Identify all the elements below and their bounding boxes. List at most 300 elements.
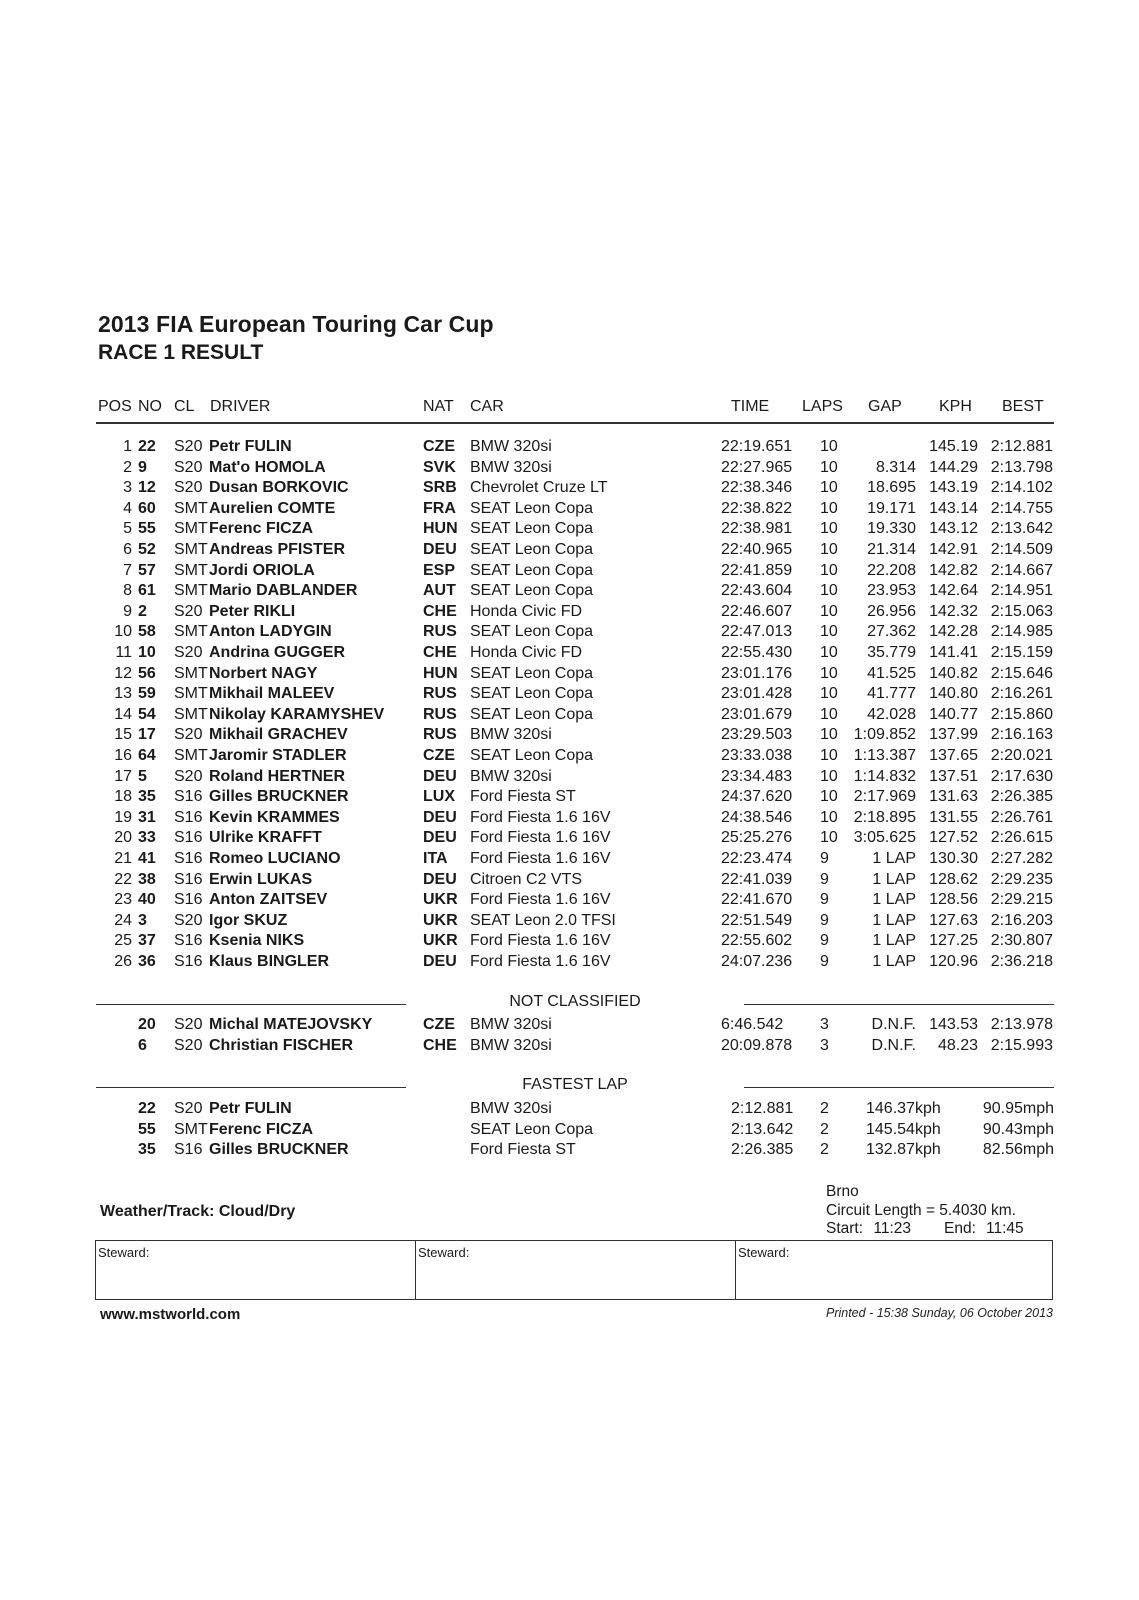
not-classified-no: 20	[138, 1016, 156, 1033]
result-kph: 131.63	[929, 788, 978, 806]
header-rule	[96, 422, 1054, 424]
result-nat: CHE	[423, 644, 457, 661]
result-time: 22:55.430	[721, 644, 793, 661]
result-driver: Klaus BINGLER	[209, 953, 330, 970]
result-kph: 143.19	[929, 479, 978, 497]
result-time: 22:23.474	[721, 850, 793, 867]
result-nat: AUT	[423, 582, 456, 600]
result-pos: 4	[123, 499, 132, 517]
result-nat: RUS	[423, 726, 457, 744]
result-best: 2:12.881	[990, 438, 1053, 455]
result-nat: RUS	[423, 685, 457, 703]
result-cl: SMT	[174, 541, 208, 558]
result-laps: 10	[820, 458, 838, 476]
result-best: 2:16.261	[990, 685, 1053, 703]
not-classified-rule-left	[96, 1004, 406, 1005]
result-nat: DEU	[423, 767, 457, 785]
result-cl: S16	[174, 808, 203, 826]
result-kph: 128.56	[929, 891, 978, 909]
col-header-pos: POS	[98, 398, 132, 415]
result-car: Ford Fiesta 1.6 16V	[470, 808, 611, 826]
result-no: 64	[138, 747, 156, 764]
result-laps: 9	[820, 891, 829, 909]
result-no: 37	[138, 932, 156, 950]
result-nat: DEU	[423, 541, 457, 558]
result-gap: 19.171	[867, 499, 916, 517]
not-classified-car: BMW 320si	[470, 1036, 552, 1054]
result-best: 2:29.235	[990, 870, 1053, 888]
result-pos: 9	[123, 602, 132, 620]
result-pos: 1	[123, 438, 132, 455]
result-nat: HUN	[423, 520, 458, 538]
result-driver: Roland HERTNER	[209, 767, 345, 785]
not-classified-best: 2:13.978	[990, 1016, 1053, 1033]
result-laps: 10	[820, 520, 838, 538]
result-row	[0, 953, 1139, 973]
result-cl: SMT	[174, 561, 208, 579]
result-cl: S20	[174, 767, 203, 785]
result-no: 12	[138, 479, 156, 497]
result-gap: 8.314	[875, 458, 916, 476]
page-subtitle: RACE 1 RESULT	[98, 341, 264, 364]
result-laps: 9	[820, 911, 829, 929]
result-driver: Peter RIKLI	[209, 602, 296, 620]
result-laps: 10	[820, 602, 838, 620]
result-time: 22:55.602	[721, 932, 793, 950]
start-label: Start:	[826, 1220, 864, 1237]
result-driver: Romeo LUCIANO	[209, 850, 341, 867]
result-gap: 1 LAP	[872, 870, 916, 888]
result-kph: 137.65	[929, 747, 978, 764]
result-row	[0, 623, 1139, 643]
result-pos: 3	[123, 479, 132, 497]
result-best: 2:29.215	[990, 891, 1053, 909]
result-row	[0, 479, 1139, 499]
result-nat: SVK	[423, 458, 456, 476]
fastest-lap-driver: Petr FULIN	[209, 1100, 292, 1117]
result-row	[0, 726, 1139, 746]
fastest-lap-cl: SMT	[174, 1120, 208, 1138]
result-driver: Anton ZAITSEV	[209, 891, 328, 909]
steward-field-3[interactable]	[735, 1241, 1052, 1299]
fastest-lap-kph: 145.54kph	[866, 1120, 941, 1138]
fastest-lap-lap: 2	[820, 1141, 829, 1159]
result-row	[0, 747, 1139, 767]
result-gap: 1 LAP	[872, 850, 916, 867]
col-header-no: NO	[138, 398, 162, 415]
result-gap: 1 LAP	[872, 911, 916, 929]
result-cl: S20	[174, 726, 203, 744]
result-pos: 24	[114, 911, 132, 929]
result-car: Citroen C2 VTS	[470, 870, 583, 888]
result-row	[0, 500, 1139, 520]
fastest-lap-no: 55	[138, 1120, 156, 1138]
result-nat: DEU	[423, 829, 457, 847]
result-gap: 3:05.625	[853, 829, 916, 847]
result-laps: 10	[820, 623, 838, 641]
result-kph: 127.25	[929, 932, 978, 950]
fastest-lap-no: 35	[138, 1141, 156, 1159]
result-time: 22:38.346	[721, 479, 793, 497]
not-classified-time: 6:46.542	[721, 1016, 784, 1033]
result-driver: Mikhail MALEEV	[209, 685, 335, 703]
result-laps: 10	[820, 747, 838, 764]
result-cl: SMT	[174, 685, 208, 703]
result-pos: 19	[114, 808, 132, 826]
result-no: 38	[138, 870, 156, 888]
col-header-time: TIME	[731, 398, 770, 415]
not-classified-row	[0, 1016, 1139, 1036]
result-driver: Norbert NAGY	[209, 664, 318, 682]
fastest-lap-time: 2:12.881	[731, 1100, 794, 1117]
result-driver: Aurelien COMTE	[209, 499, 336, 517]
result-best: 2:15.860	[990, 705, 1053, 723]
not-classified-gap: D.N.F.	[871, 1016, 916, 1033]
start-end-times	[826, 1220, 1056, 1238]
page-title: 2013 FIA European Touring Car Cup	[98, 311, 494, 337]
result-car: SEAT Leon Copa	[470, 561, 594, 579]
result-kph: 142.32	[929, 602, 978, 620]
result-driver: Nikolay KARAMYSHEV	[209, 705, 385, 723]
result-row	[0, 932, 1139, 952]
result-best: 2:13.798	[990, 458, 1053, 476]
result-gap: 41.525	[867, 664, 916, 682]
result-cl: SMT	[174, 582, 208, 600]
result-row	[0, 706, 1139, 726]
result-time: 23:01.176	[721, 664, 793, 682]
not-classified-car: BMW 320si	[470, 1016, 552, 1033]
result-time: 22:19.651	[721, 438, 793, 455]
result-car: SEAT Leon Copa	[470, 685, 594, 703]
result-laps: 10	[820, 499, 838, 517]
result-time: 23:29.503	[721, 726, 793, 744]
not-classified-cl: S20	[174, 1036, 203, 1054]
result-cl: SMT	[174, 623, 208, 641]
result-best: 2:15.646	[990, 664, 1053, 682]
result-pos: 11	[115, 644, 132, 661]
result-kph: 140.80	[929, 685, 978, 703]
result-row	[0, 644, 1139, 664]
result-gap: 26.956	[867, 602, 916, 620]
result-gap: 19.330	[867, 520, 916, 538]
fastest-lap-rule-right	[744, 1087, 1054, 1088]
result-driver: Mat'o HOMOLA	[209, 458, 326, 476]
result-row	[0, 891, 1139, 911]
fastest-lap-heading: FASTEST LAP	[522, 1076, 628, 1093]
result-driver: Andrina GUGGER	[209, 644, 346, 661]
not-classified-best: 2:15.993	[990, 1036, 1053, 1054]
result-no: 55	[138, 520, 156, 538]
result-laps: 9	[820, 870, 829, 888]
not-classified-driver: Michal MATEJOVSKY	[209, 1016, 373, 1033]
result-cl: S20	[174, 602, 203, 620]
result-driver: Dusan BORKOVIC	[209, 479, 349, 497]
result-best: 2:36.218	[990, 953, 1053, 970]
result-kph: 137.51	[929, 767, 978, 785]
result-car: Ford Fiesta 1.6 16V	[470, 953, 611, 970]
col-header-gap: GAP	[868, 398, 902, 415]
result-car: SEAT Leon 2.0 TFSI	[470, 911, 616, 929]
result-driver: Ulrike KRAFFT	[209, 829, 322, 847]
result-pos: 25	[114, 932, 132, 950]
result-gap: 27.362	[867, 623, 916, 641]
result-best: 2:16.203	[990, 911, 1053, 929]
result-no: 61	[138, 582, 156, 600]
result-pos: 23	[114, 891, 132, 909]
result-best: 2:20.021	[990, 747, 1053, 764]
result-car: SEAT Leon Copa	[470, 499, 594, 517]
result-pos: 10	[114, 623, 132, 641]
result-driver: Anton LADYGIN	[209, 623, 332, 641]
result-driver: Igor SKUZ	[209, 911, 288, 929]
result-no: 17	[138, 726, 156, 744]
result-driver: Gilles BRUCKNER	[209, 788, 349, 806]
fastest-lap-kph: 146.37kph	[866, 1100, 941, 1117]
not-classified-nat: CHE	[423, 1036, 457, 1054]
result-driver: Andreas PFISTER	[209, 541, 346, 558]
start-time: 11:23	[873, 1220, 911, 1237]
result-cl: SMT	[174, 747, 208, 764]
result-pos: 22	[114, 870, 132, 888]
result-pos: 16	[114, 747, 132, 764]
result-gap: 42.028	[867, 705, 916, 723]
col-header-kph: KPH	[939, 398, 972, 415]
result-row	[0, 809, 1139, 829]
fastest-lap-rule-left	[96, 1087, 406, 1088]
col-header-nat: NAT	[423, 398, 454, 415]
not-classified-kph: 143.53	[929, 1016, 978, 1033]
result-laps: 10	[820, 664, 838, 682]
result-best: 2:15.063	[990, 602, 1053, 620]
result-best: 2:14.667	[990, 561, 1053, 579]
result-pos: 15	[114, 726, 132, 744]
result-best: 2:14.985	[990, 623, 1053, 641]
result-kph: 143.14	[929, 499, 978, 517]
result-pos: 5	[123, 520, 132, 538]
result-no: 2	[138, 602, 147, 620]
result-row	[0, 603, 1139, 623]
result-gap: 1 LAP	[872, 953, 916, 970]
fastest-lap-driver: Gilles BRUCKNER	[209, 1141, 349, 1159]
result-pos: 26	[114, 953, 132, 970]
result-time: 23:01.679	[721, 705, 793, 723]
result-laps: 10	[820, 726, 838, 744]
result-gap: 1 LAP	[872, 891, 916, 909]
result-car: Ford Fiesta ST	[470, 788, 576, 806]
col-header-car: CAR	[470, 398, 504, 415]
result-kph: 131.55	[929, 808, 978, 826]
result-pos: 6	[123, 541, 132, 558]
end-label: End:	[944, 1220, 976, 1237]
result-best: 2:27.282	[990, 850, 1053, 867]
result-no: 60	[138, 499, 156, 517]
steward-label: Steward:	[738, 1245, 790, 1260]
result-row	[0, 912, 1139, 932]
result-nat: ITA	[423, 850, 448, 867]
steward-label: Steward:	[98, 1245, 150, 1260]
result-time: 25:25.276	[721, 829, 793, 847]
result-car: Honda Civic FD	[470, 644, 583, 661]
result-time: 24:37.620	[721, 788, 793, 806]
result-best: 2:14.509	[990, 541, 1053, 558]
result-row	[0, 520, 1139, 540]
result-laps: 10	[820, 767, 838, 785]
result-cl: S20	[174, 438, 203, 455]
result-best: 2:17.630	[990, 767, 1053, 785]
result-nat: CZE	[423, 438, 455, 455]
result-gap: 21.314	[867, 541, 916, 558]
result-no: 35	[138, 788, 156, 806]
fastest-lap-car: Ford Fiesta ST	[470, 1141, 576, 1159]
result-gap: 35.779	[867, 644, 916, 661]
result-best: 2:16.163	[990, 726, 1053, 744]
result-nat: DEU	[423, 870, 457, 888]
result-cl: S20	[174, 644, 203, 661]
fastest-lap-cl: S20	[174, 1100, 203, 1117]
circuit-name: Brno	[826, 1183, 859, 1200]
result-car: Ford Fiesta 1.6 16V	[470, 932, 611, 950]
result-kph: 120.96	[929, 953, 978, 970]
result-car: SEAT Leon Copa	[470, 541, 594, 558]
result-no: 56	[138, 664, 156, 682]
result-laps: 9	[820, 953, 829, 970]
result-nat: ESP	[423, 561, 456, 579]
result-best: 2:14.102	[990, 479, 1053, 497]
not-classified-kph: 48.23	[937, 1036, 978, 1054]
result-car: SEAT Leon Copa	[470, 623, 594, 641]
result-car: BMW 320si	[470, 458, 552, 476]
result-time: 24:38.546	[721, 808, 793, 826]
result-car: BMW 320si	[470, 726, 552, 744]
fastest-lap-row	[0, 1121, 1139, 1141]
result-row	[0, 582, 1139, 602]
result-time: 22:41.039	[721, 870, 793, 888]
result-laps: 10	[820, 479, 838, 497]
result-cl: S20	[174, 458, 203, 476]
result-kph: 128.62	[929, 870, 978, 888]
result-best: 2:26.761	[990, 808, 1053, 826]
result-kph: 140.82	[929, 664, 978, 682]
result-no: 10	[138, 644, 156, 661]
result-car: Ford Fiesta 1.6 16V	[470, 891, 611, 909]
result-cl: S16	[174, 953, 203, 970]
result-no: 58	[138, 623, 156, 641]
result-row	[0, 459, 1139, 479]
result-gap: 18.695	[867, 479, 916, 497]
result-cl: SMT	[174, 520, 208, 538]
result-laps: 10	[820, 788, 838, 806]
result-time: 22:41.670	[721, 891, 793, 909]
result-kph: 142.64	[929, 582, 978, 600]
result-best: 2:14.755	[990, 499, 1053, 517]
result-no: 40	[138, 891, 156, 909]
result-kph: 137.99	[929, 726, 978, 744]
result-driver: Kevin KRAMMES	[209, 808, 340, 826]
result-driver: Jordi ORIOLA	[209, 561, 315, 579]
result-cl: S20	[174, 479, 203, 497]
not-classified-gap: D.N.F.	[871, 1036, 916, 1054]
result-pos: 8	[123, 582, 132, 600]
result-time: 23:01.428	[721, 685, 793, 703]
fastest-lap-cl: S16	[174, 1141, 203, 1159]
result-gap: 23.953	[867, 582, 916, 600]
steward-field-1[interactable]	[96, 1241, 415, 1299]
result-car: Ford Fiesta 1.6 16V	[470, 850, 611, 867]
result-no: 36	[138, 953, 156, 970]
result-kph: 127.63	[929, 911, 978, 929]
result-row	[0, 829, 1139, 849]
fastest-lap-car: SEAT Leon Copa	[470, 1120, 594, 1138]
result-kph: 142.91	[929, 541, 978, 558]
result-driver: Ksenia NIKS	[209, 932, 305, 950]
result-cl: S16	[174, 932, 203, 950]
result-row	[0, 665, 1139, 685]
fastest-lap-lap: 2	[820, 1100, 829, 1117]
result-time: 22:43.604	[721, 582, 793, 600]
result-laps: 10	[820, 705, 838, 723]
result-row	[0, 871, 1139, 891]
result-nat: UKR	[423, 891, 458, 909]
col-header-laps: LAPS	[802, 398, 843, 415]
result-pos: 20	[114, 829, 132, 847]
result-cl: S16	[174, 829, 203, 847]
fastest-lap-time: 2:13.642	[731, 1120, 794, 1138]
weather-track: Weather/Track: Cloud/Dry	[100, 1203, 296, 1220]
result-best: 2:26.615	[990, 829, 1053, 847]
result-cl: S16	[174, 850, 203, 867]
fastest-lap-lap: 2	[820, 1120, 829, 1138]
result-time: 24:07.236	[721, 953, 793, 970]
not-classified-cl: S20	[174, 1016, 203, 1033]
result-no: 31	[138, 808, 156, 826]
not-classified-laps: 3	[820, 1036, 829, 1054]
result-nat: CHE	[423, 602, 457, 620]
result-cl: S20	[174, 911, 203, 929]
steward-field-2[interactable]	[415, 1241, 735, 1299]
result-no: 3	[138, 911, 147, 929]
website-link[interactable]: www.mstworld.com	[100, 1306, 241, 1323]
result-pos: 18	[114, 788, 132, 806]
result-car: BMW 320si	[470, 438, 552, 455]
end-time: 11:45	[986, 1220, 1024, 1237]
result-cl: S16	[174, 870, 203, 888]
result-row	[0, 541, 1139, 561]
result-car: SEAT Leon Copa	[470, 705, 594, 723]
result-no: 41	[138, 850, 156, 867]
result-driver: Mikhail GRACHEV	[209, 726, 348, 744]
result-pos: 7	[123, 561, 132, 579]
result-time: 22:51.549	[721, 911, 793, 929]
result-row	[0, 438, 1139, 458]
fastest-lap-driver: Ferenc FICZA	[209, 1120, 314, 1138]
result-gap: 2:17.969	[853, 788, 916, 806]
fastest-lap-car: BMW 320si	[470, 1100, 552, 1117]
result-time: 22:47.013	[721, 623, 793, 641]
result-no: 5	[138, 767, 147, 785]
result-car: Chevrolet Cruze LT	[470, 479, 608, 497]
fastest-lap-time: 2:26.385	[731, 1141, 794, 1159]
result-nat: SRB	[423, 479, 457, 497]
result-kph: 130.30	[929, 850, 978, 867]
result-best: 2:13.642	[990, 520, 1053, 538]
result-no: 22	[138, 438, 156, 455]
result-pos: 17	[114, 767, 132, 785]
result-row	[0, 562, 1139, 582]
result-best: 2:15.159	[990, 644, 1053, 661]
fastest-lap-no: 22	[138, 1100, 156, 1117]
result-no: 52	[138, 541, 156, 558]
not-classified-time: 20:09.878	[721, 1036, 793, 1054]
